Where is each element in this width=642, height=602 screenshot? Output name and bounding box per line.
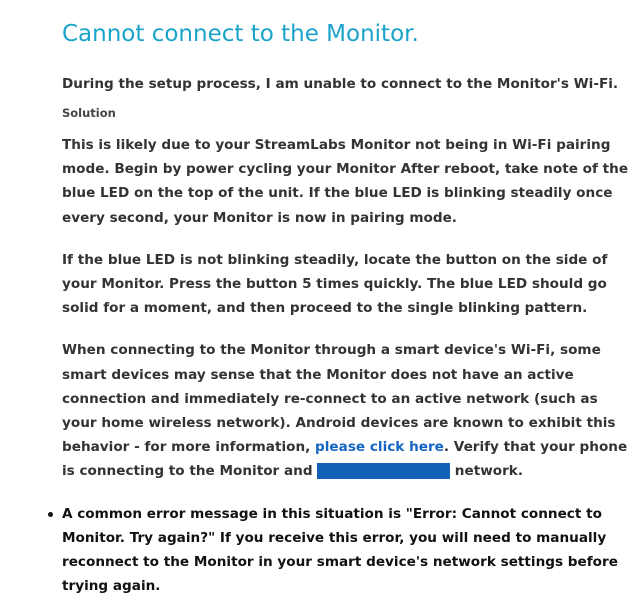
paragraph-text-end: network. [450,463,524,480]
solution-label: Solution [62,106,116,120]
bullet-list [62,502,632,599]
paragraph-text-middle: . Verify that your phone is connecting to the Monitor and [62,439,628,480]
list-item [62,502,632,599]
paragraph-button-reset: If the blue LED is not blinking steadily, locate the button on the side of your Monitor. Press the button 5 times quickly. The blue LED should go solid for a moment, and then proceed to the single blinking pattern. [62,251,608,317]
selected-text: not your wireless [317,463,451,480]
please-click-here-link[interactable]: please click here [315,439,444,456]
page-title: Cannot connect to the Monitor. [62,21,419,47]
paragraph-pairing-mode: This is likely due to your StreamLabs Monitor not being in Wi-Fi pairing mode. Begin by power cycling your Monitor After reboot, take note of the blue LED on the top of the unit. If the blue LED is blinking steadily once every second, your Monitor is now in pairing mode. [62,137,629,226]
bullet-text: A common error message in this situation is "Error: Cannot connect to Monitor. Try again?" If you receive this error, you will need to manually reconnect to the Monitor in your smart device's network settings before trying again. [62,505,618,595]
article [62,0,632,598]
paragraph-wifi-connection [62,338,632,483]
question-text: During the setup process, I am unable to connect to the Monitor's Wi-Fi. [62,76,619,92]
paragraph-text-start: When connecting to the Monitor through a smart device's Wi-Fi, some smart devices may sense that the Monitor does not have an active connection and immediately re-connect to an active network (such as your home wireless network). Android devices are known to exhibit this behavior - for more information, [62,342,616,456]
bullet-dot-icon [48,512,53,517]
